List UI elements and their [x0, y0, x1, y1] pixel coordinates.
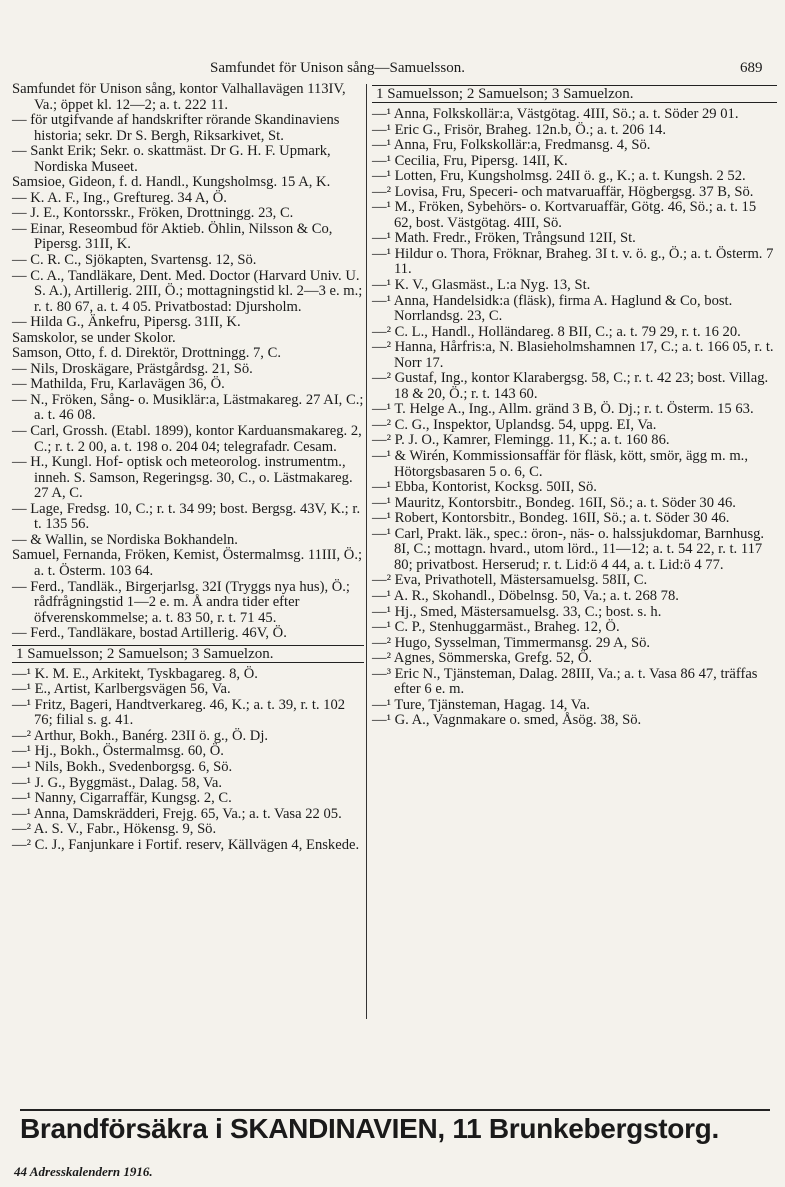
directory-entry: Samskolor, se under Skolor. [12, 329, 176, 346]
directory-entry: —¹ Hj., Smed, Mästersamuelsg. 33, C.; bost. s. h. [372, 603, 662, 620]
directory-entry: —² Hanna, Hårfris:a, N. Blasieholmshamnen 17, C.; a. t. 166 05, r. t. Norr 17. [372, 339, 774, 371]
directory-entry: —² C. G., Inspektor, Uplandsg. 54, uppg. EI, Va. [372, 416, 657, 433]
directory-entry: —¹ Robert, Kontorsbitr., Bondeg. 16II, Sö.; a. t. Söder 30 46. [372, 510, 730, 527]
right-column [372, 82, 777, 729]
directory-entry: —¹ A. R., Skohandl., Döbelnsg. 50, Va.; a. t. 268 78. [372, 587, 679, 604]
directory-entry: —¹ Nils, Bokh., Svedenborgsg. 6, Sö. [12, 758, 233, 775]
name-variant-heading: 1 Samuelsson; 2 Samuelson; 3 Samuelzon. [372, 85, 777, 103]
directory-entry: —¹ Anna, Damskrädderi, Frejg. 65, Va.; a. t. Vasa 22 05. [12, 805, 342, 822]
directory-entry: —² Hugo, Sysselman, Timmermansg. 29 A, Sö. [372, 634, 651, 651]
directory-entry: —¹ K. M. E., Arkitekt, Tyskbagareg. 8, Ö. [12, 665, 258, 682]
directory-entry: —² P. J. O., Kamrer, Flemingg. 11, K.; a. t. 160 86. [372, 432, 670, 449]
directory-entry: — N., Fröken, Sång- o. Musiklär:a, Lästmakareg. 27 AI, C.; a. t. 46 08. [12, 391, 364, 424]
directory-entry: Samuel, Fernanda, Fröken, Kemist, Östermalmsg. 11III, Ö.; a. t. Österm. 103 64. [12, 547, 363, 579]
directory-entry: — Mathilda, Fru, Karlavägen 36, Ö. [12, 376, 225, 393]
directory-entry: —¹ Hildur o. Thora, Fröknar, Braheg. 3I t. v. ö. g., Ö.; a. t. Österm. 7 11. [372, 245, 774, 278]
directory-entry: — för utgifvande af handskrifter rörande Skandinaviens historia; sekr. Dr S. Bergh, Riksarkivet, St. [12, 112, 340, 144]
directory-entry: —¹ E., Artist, Karlbergsvägen 56, Va. [12, 681, 231, 698]
page-header [0, 60, 785, 82]
directory-entry: — H., Kungl. Hof- optisk och meteorolog. instrumentm., inneh. S. Samson, Regeringsg. 30, C., o. Lästmakareg. 27 A, C. [12, 454, 353, 502]
directory-entry: — Carl, Grossh. (Etabl. 1899), kontor Karduansmakareg. 2, C.; r. t. 2 00, a. t. 198 o. 204 04; telegrafadr. Cesam. [12, 423, 362, 455]
directory-entry: —¹ T. Helge A., Ing., Allm. gränd 3 B, Ö. Dj.; r. t. Österm. 15 63. [372, 401, 754, 418]
directory-entry: —¹ Mauritz, Kontorsbitr., Bondeg. 16II, Sö.; a. t. Söder 30 46. [372, 494, 736, 511]
directory-entry: —¹ Nanny, Cigarraffär, Kungsg. 2, C. [12, 790, 232, 807]
directory-entry: —¹ Eric G., Frisör, Braheg. 12n.b, Ö.; a. t. 206 14. [372, 121, 667, 138]
directory-entry: Samsioe, Gideon, f. d. Handl., Kungsholmsg. 15 A, K. [12, 174, 331, 191]
directory-entry: — Sankt Erik; Sekr. o. skattmäst. Dr G. H. F. Upmark, Nordiska Museet. [12, 143, 331, 175]
directory-entry: —¹ Cecilia, Fru, Pipersg. 14II, K. [372, 152, 568, 169]
directory-entry: Samfundet för Unison sång, kontor Valhallavägen 113IV, Va.; öppet kl. 12—2; a. t. 222 11. [12, 81, 346, 113]
column-divider [366, 84, 367, 1019]
directory-entry: — C. R. C., Sjökapten, Svartensg. 12, Sö. [12, 252, 257, 269]
banner-text: Brandförsäkra i SKANDINAVIEN, 11 Brunkebergstorg. [20, 1113, 719, 1144]
directory-entry: —² C. J., Fanjunkare i Fortif. reserv, Källvägen 4, Enskede. [12, 836, 360, 853]
directory-entry: —¹ C. P., Stenhuggarmäst., Braheg. 12, Ö. [372, 619, 620, 636]
advertisement-banner [20, 1113, 770, 1145]
directory-entry: —¹ Math. Fredr., Fröken, Trångsund 12II, St. [372, 230, 636, 247]
directory-entry: — Einar, Reseombud för Aktieb. Öhlin, Nilsson & Co, Pipersg. 31II, K. [12, 220, 333, 253]
directory-entry: — K. A. F., Ing., Greftureg. 34 A, Ö. [12, 189, 227, 206]
directory-entry: —¹ & Wirén, Kommissionsaffär för fläsk, kött, smör, ägg m. m., Hötorgsbasaren 5 o. 6, C. [372, 448, 748, 480]
directory-entry: — & Wallin, se Nordiska Bokhandeln. [12, 531, 238, 548]
directory-entry: Samson, Otto, f. d. Direktör, Drottningg. 7, C. [12, 345, 281, 362]
directory-entry: —¹ G. A., Vagnmakare o. smed, Åsög. 38, Sö. [372, 712, 642, 729]
directory-entry: —¹ Lotten, Fru, Kungsholmsg. 24II ö. g., K.; a. t. Kungsh. 2 52. [372, 168, 746, 185]
running-title: Samfundet för Unison sång—Samuelsson. [210, 60, 465, 76]
page-footer [14, 1164, 153, 1180]
directory-entry: —¹ Ture, Tjänsteman, Hagag. 14, Va. [372, 696, 590, 713]
banner-rule [20, 1109, 770, 1111]
directory-entry: —¹ Anna, Folkskollär:a, Västgötag. 4III, Sö.; a. t. Söder 29 01. [372, 106, 739, 122]
directory-entry: — C. A., Tandläkare, Dent. Med. Doctor (Harvard Univ. U. S. A.), Artillerig. 2III, Ö.; mottagningstid kl. 2—3 e. m.; r. t. 80 67, a. t. 4 05. Privatbostad: Djursholm. [12, 267, 363, 315]
directory-entry: — Nils, Droskägare, Prästgårdsg. 21, Sö. [12, 360, 253, 377]
name-variant-heading: 1 Samuelsson; 2 Samuelson; 3 Samuelzon. [12, 645, 364, 663]
directory-entry: —² Arthur, Bokh., Banérg. 23II ö. g., Ö. Dj. [12, 727, 269, 744]
directory-entry: — Ferd., Tandläkare, bostad Artillerig. 46V, Ö. [12, 625, 287, 642]
directory-entry: —² Lovisa, Fru, Speceri- och matvaruaffär, Högbergsg. 37 B, Sö. [372, 183, 754, 200]
footer-title: Adresskalendern 1916. [29, 1164, 153, 1179]
left-column [12, 82, 364, 853]
directory-entry: — Hilda G., Änkefru, Pipersg. 31II, K. [12, 314, 241, 331]
directory-entry: —³ Eric N., Tjänsteman, Dalag. 28III, Va.; a. t. Vasa 86 47, träffas efter 6 e. m. [372, 665, 758, 698]
directory-entry: —¹ M., Fröken, Sybehörs- o. Kortvaruaffär, Götg. 46, Sö.; a. t. 15 62, bost. Västgötag. 4III, Sö. [372, 199, 757, 231]
page-number: 689 [740, 60, 763, 76]
directory-entry: —¹ Carl, Prakt. läk., spec.: öron-, näs- o. halssjukdomar, Barnhusg. 8I, C.; mottagn. hvard., utom lörd., 11—12; a. t. 54 22, r. t. 117 80; privatbost. Herserud; r. t. Lid:ö 4 44, a. t. Lid:ö 4 77. [372, 525, 765, 573]
directory-entry: —¹ Hj., Bokh., Östermalmsg. 60, Ö. [12, 743, 224, 760]
directory-entry: —¹ Anna, Handelsidk:a (fläsk), firma A. Haglund & Co, bost. Norrlandsg. 23, C. [372, 292, 733, 325]
directory-entry: —¹ K. V., Glasmäst., L:a Nyg. 13, St. [372, 277, 591, 294]
footer-page-number: 44 [14, 1164, 27, 1179]
directory-entry: —¹ J. G., Byggmäst., Dalag. 58, Va. [12, 774, 223, 791]
directory-entry: —¹ Ebba, Kontorist, Kocksg. 50II, Sö. [372, 479, 597, 496]
directory-entry: — Ferd., Tandläk., Birgerjarlsg. 32I (Tryggs nya hus), Ö.; rådfrågningstid 1—2 e. m. Å andra tider efter öfverenskommelse; a. t. 83 50, r. t. 71 45. [12, 578, 350, 626]
directory-entry: —¹ Anna, Fru, Folkskollär:a, Fredmansg. 4, Sö. [372, 137, 651, 154]
directory-entry: —² Agnes, Sömmerska, Grefg. 52, Ö. [372, 650, 593, 667]
directory-entry: — J. E., Kontorsskr., Fröken, Drottningg. 23, C. [12, 205, 294, 222]
directory-entry: —¹ Fritz, Bageri, Handtverkareg. 46, K.; a. t. 39, r. t. 102 76; filial s. g. 41. [12, 696, 346, 729]
directory-entry: —² Eva, Privathotell, Mästersamuelsg. 58II, C. [372, 572, 648, 589]
directory-entry: — Lage, Fredsg. 10, C.; r. t. 34 99; bost. Bergsg. 43V, K.; r. t. 135 56. [12, 500, 361, 533]
directory-entry: —² Gustaf, Ing., kontor Klarabergsg. 58, C.; r. t. 42 23; bost. Villag. 18 & 20, Ö.; r. t. 143 60. [372, 370, 769, 402]
directory-entry: —² A. S. V., Fabr., Hökensg. 9, Sö. [12, 821, 217, 838]
directory-entry: —² C. L., Handl., Holländareg. 8 BII, C.; a. t. 79 29, r. t. 16 20. [372, 323, 741, 340]
